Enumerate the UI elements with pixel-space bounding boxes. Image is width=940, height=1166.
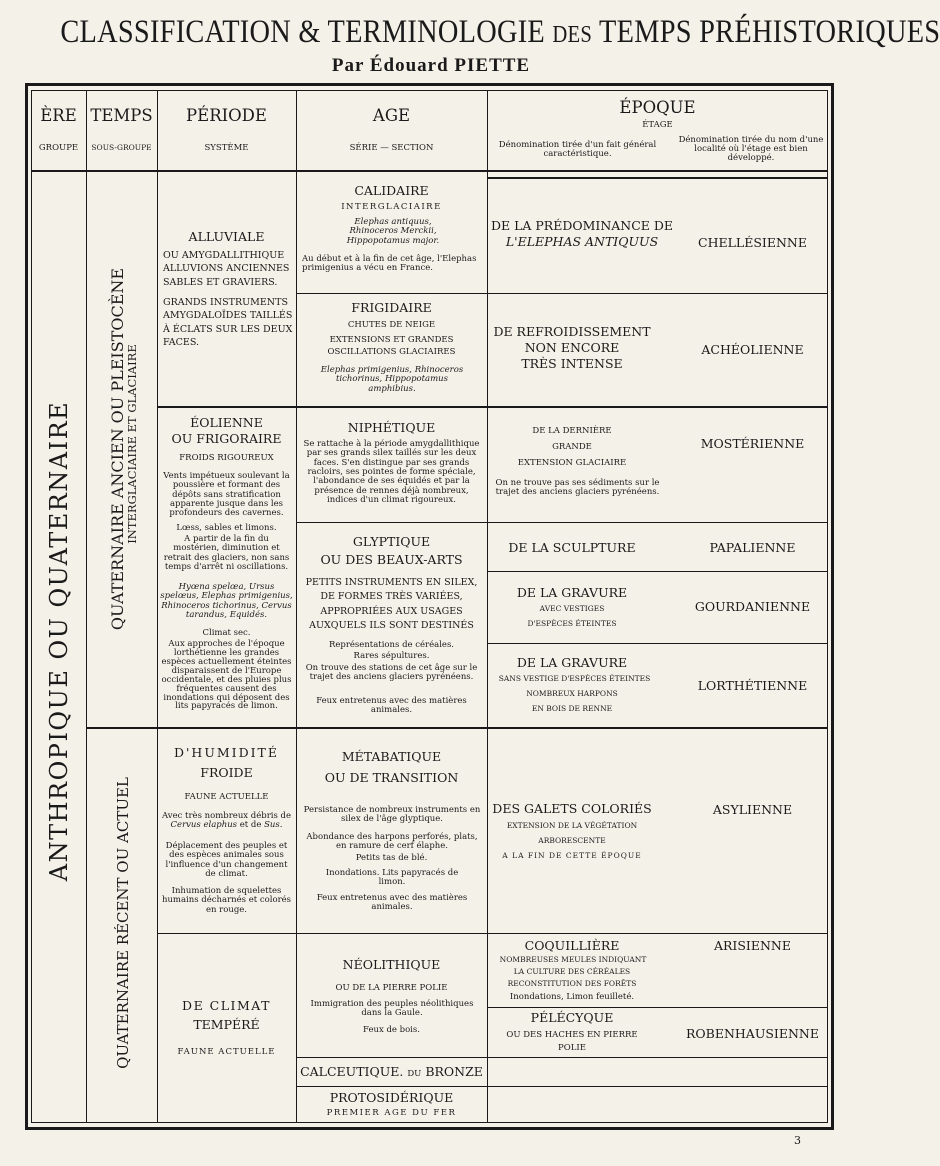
- etage-3: MOSTÉRIENNE: [700, 436, 805, 451]
- title-part-c: TEMPS PRÉHISTORIQUES: [599, 14, 940, 50]
- age-metabatique-p5: Feux entretenus avec des matières animales.: [316, 893, 468, 913]
- periode-eolienne-sub: FROIDS RIGOUREUX: [179, 453, 274, 463]
- epoque-6-a: DE LA GRAVURE: [516, 655, 628, 670]
- epoque-4-a: DE LA SCULPTURE: [508, 540, 636, 555]
- age-frigidaire-sub-2: EXTENSIONS ET GRANDES OSCILLATIONS GLACIAIRES: [327, 335, 456, 358]
- header-age: AGE: [372, 106, 411, 125]
- etage-2: ACHÉOLIENNE: [701, 342, 804, 357]
- periode-tempere-title-2: TEMPÉRÉ: [193, 1017, 260, 1032]
- periode-tempere-title-1: DE CLIMAT: [182, 998, 271, 1013]
- epoque-5-a: DE LA GRAVURE: [516, 585, 628, 600]
- temps-ancien-label: QUATERNAIRE ANCIEN OU PLEISTOCÈNE: [108, 267, 127, 631]
- epoque-2-a: DE REFROIDISSEMENT: [493, 324, 651, 339]
- epoque-5-b: AVEC VESTIGES: [539, 604, 605, 613]
- age-metabatique-p2: Abondance des harpons perforés, plats, en ramure de cerf élaphe.: [306, 832, 478, 852]
- periode-humidite-title-1: D'HUMIDITÉ: [173, 745, 280, 760]
- epoque-3-c: EXTENSION GLACIAIRE: [517, 458, 627, 468]
- page-title: [60, 14, 940, 51]
- periode-humidite-p1d: Sus.: [264, 820, 283, 831]
- divider: [86, 90, 87, 1123]
- etage-9: ROBENHAUSIENNE: [686, 1026, 819, 1041]
- divider: [31, 170, 828, 172]
- age-metabatique-p3: Petits tas de blé.: [355, 853, 428, 863]
- epoque-6-d: EN BOIS DE RENNE: [531, 704, 613, 713]
- periode-eolienne-p1: Vents impétueux soulevant la poussière et formant des dépôts sans stratification apparente jusque dans les profondeurs des cavernes.: [163, 471, 290, 519]
- age-calceutique-title: CALCEUTIQUE.: [300, 1064, 404, 1079]
- header-periode-sub: SYSTÈME: [204, 143, 249, 153]
- epoque-7-b: EXTENSION DE LA VÉGÉTATION: [506, 821, 638, 830]
- epoque-7-a: DES GALETS COLORIÉS: [492, 801, 652, 816]
- epoque-8-b: NOMBREUSES MEULES INDIQUANT: [499, 955, 647, 964]
- age-metabatique-p1: Persistance de nombreux instruments en silex de l'âge glyptique.: [303, 805, 481, 825]
- header-age-sub: SÉRIE — SECTION: [349, 143, 434, 153]
- divider: [296, 293, 487, 294]
- age-calidaire-note: Au début et à la fin de cet âge, l'Elephas primigenius a vécu en France.: [302, 254, 477, 274]
- age-neolithique-title: NÉOLITHIQUE: [342, 957, 441, 972]
- age-glyptique-title-2: OU DES BEAUX-ARTS: [320, 552, 463, 567]
- periode-alluviale-sub: OU AMYGDALLITHIQUE ALLUVIONS ANCIENNES SABLES ET GRAVIERS.: [163, 250, 290, 288]
- periode-eolienne-p4: Hyœna spelœa, Ursus spelœus, Elephas primigenius, Rhinoceros tichorinus, Cervus tarandus, Equidés.: [160, 582, 293, 621]
- epoque-3-note: On ne trouve pas ses sédiments sur le trajet des anciens glaciers pyrénéens.: [495, 478, 660, 498]
- age-calidaire-sub: INTERGLACIAIRE: [341, 202, 442, 212]
- age-glyptique-p2: Rares sépultures.: [353, 651, 430, 661]
- header-epoque-note-2: Dénomination tirée du nom d'une localité où l'étage est bien développé.: [678, 135, 824, 163]
- periode-humidite-p1b: Cervus elaphus: [170, 820, 238, 831]
- age-protohistorique-sub: PREMIER AGE DU FER: [326, 1108, 457, 1118]
- age-glyptique-caps: PETITS INSTRUMENTS EN SILEX, DE FORMES TRÈS VARIÉES, APPROPRIÉES AUX USAGES AUXQUELS ILS SONT DESTINÉS: [305, 577, 478, 631]
- periode-humidite-sub: FAUNE ACTUELLE: [184, 792, 269, 802]
- age-calidaire-title: CALIDAIRE: [354, 183, 429, 198]
- age-calceutique-title-2: BRONZE: [425, 1064, 483, 1079]
- divider: [296, 522, 828, 523]
- temps-ancien-sub: INTERGLACIAIRE ET GLACIAIRE: [125, 344, 139, 544]
- divider: [296, 1057, 828, 1058]
- periode-eolienne-title-1: ÉOLIENNE: [190, 415, 263, 430]
- periode-humidite-p2: Déplacement des peuples et des espèces animales sous l'influence d'un changement de climat.: [165, 841, 288, 880]
- age-frigidaire-sub-1: CHUTES DE NEIGE: [347, 320, 436, 330]
- divider: [157, 933, 828, 934]
- age-neolithique-p1: Immigration des peuples néolithiques dans la Gaule.: [310, 999, 474, 1019]
- periode-alluviale-title: ALLUVIALE: [188, 229, 265, 244]
- epoque-7-c: ARBORESCENTE: [538, 836, 606, 845]
- epoque-9-a: PÉLÉCYQUE: [530, 1010, 614, 1025]
- epoque-2-b: NON ENCORE: [524, 340, 620, 355]
- periode-eolienne-p6: Aux approches de l'époque lorthétienne les grandes espèces actuellement éteintes disparaissent de l'Europe occidentale, et des pluies plus fréquentes causent des inondations qui déposent des lits papyracés de limon.: [161, 639, 292, 712]
- periode-tempere-sub: FAUNE ACTUELLE: [177, 1047, 276, 1057]
- divider: [157, 90, 158, 1123]
- age-neolithique-sub: OU DE LA PIERRE POLIE: [335, 983, 448, 993]
- epoque-8-a: COQUILLIÈRE: [524, 938, 620, 953]
- periode-eolienne-title-2: OU FRIGORAIRE: [171, 431, 282, 446]
- age-metabatique-title-1: MÉTABATIQUE: [341, 749, 442, 764]
- divider: [487, 293, 828, 294]
- periode-humidite-p1a: Avec très nombreux débris de: [161, 811, 292, 821]
- age-protohistorique-title: PROTOSIDÉRIQUE: [329, 1090, 454, 1105]
- etage-4: PAPALIENNE: [709, 540, 796, 555]
- epoque-6-c: NOMBREUX HARPONS: [526, 689, 618, 698]
- periode-alluviale-text: GRANDS INSTRUMENTS AMYGDALOÏDES TAILLÉS À ÉCLATS SUR LES DEUX FACES.: [163, 297, 293, 348]
- divider: [86, 727, 828, 729]
- header-ere: ÈRE: [40, 106, 77, 125]
- age-neolithique-p2: Feux de bois.: [363, 1025, 420, 1035]
- age-frigidaire-title: FRIGIDAIRE: [351, 300, 432, 315]
- periode-eolienne-p3: A partir de la fin du mostérien, diminution et retrait des glaciers, non sans temps d'arrêt ni oscillations.: [163, 534, 290, 573]
- age-glyptique-p4: Feux entretenus avec des matières animales.: [316, 696, 467, 716]
- divider: [487, 643, 828, 644]
- etage-8: ARISIENNE: [713, 938, 791, 953]
- age-calidaire-species: Elephas antiquus, Rhinoceros Merckii, Hippopotamus major.: [346, 217, 440, 246]
- periode-humidite-p3: Inhumation de squelettes humains décharnés et colorés en rouge.: [161, 886, 292, 915]
- epoque-8-d: RECONSTITUTION DES FORÊTS: [507, 979, 637, 988]
- epoque-9-b: OU DES HACHES EN PIERRE: [506, 1030, 638, 1040]
- header-temps: TEMPS: [90, 106, 153, 125]
- periode-humidite-p1: [160, 812, 293, 831]
- title-part-a: CLASSIFICATION & TERMINOLOGIE: [60, 14, 546, 50]
- age-niphetique-title: NIPHÉTIQUE: [347, 420, 436, 435]
- epoque-8-e: Inondations, Limon feuilleté.: [509, 992, 635, 1002]
- header-temps-sub: SOUS-GROUPE: [91, 143, 152, 152]
- header-etage: ÉTAGE: [642, 120, 673, 130]
- epoque-8-c: LA CULTURE DES CÉRÉALES: [513, 967, 631, 976]
- divider: [296, 1086, 828, 1087]
- epoque-9-c: POLIE: [558, 1043, 586, 1053]
- etage-1: CHELLÉSIENNE: [698, 235, 807, 250]
- epoque-2-c: TRÈS INTENSE: [521, 356, 623, 371]
- header-epoque-note-1: Dénomination tirée d'un fait général caractéristique.: [498, 140, 657, 160]
- age-glyptique-p3: On trouve des stations de cet âge sur le trajet des anciens glaciers pyrénéens.: [305, 663, 478, 683]
- periode-eolienne-p2: Lœss, sables et limons.: [176, 523, 277, 533]
- page-number: 3: [794, 1134, 801, 1147]
- age-calceutique: [296, 1065, 487, 1080]
- age-metabatique-title-2: OU DE TRANSITION: [324, 770, 459, 785]
- age-niphetique-text: Se rattache à la période amygdallithique par ses grands silex taillés sur les deux faces. S'en distingue par ses grands racloirs, ses pointes de forme spéciale, l'abondance de ses équidés et par la présence de rennes déjà nombreux, indices d'un climat rigoureux.: [303, 439, 480, 506]
- title-part-b: DES: [552, 22, 593, 48]
- header-ere-sub: GROUPE: [38, 143, 79, 153]
- age-glyptique-title-1: GLYPTIQUE: [352, 534, 431, 549]
- author-line: Par Édouard PIETTE: [331, 55, 531, 76]
- divider: [487, 177, 828, 179]
- etage-5: GOURDANIENNE: [694, 599, 811, 614]
- divider: [487, 571, 828, 572]
- age-glyptique-p1: Représentations de céréales.: [328, 640, 455, 650]
- epoque-7-d: A LA FIN DE CETTE ÉPOQUE: [502, 851, 642, 860]
- epoque-6-b: SANS VESTIGE D'ESPÈCES ÉTEINTES: [498, 674, 651, 683]
- epoque-1-b: L'ELEPHAS ANTIQUUS: [505, 234, 659, 249]
- epoque-3-b: GRANDE: [552, 442, 592, 452]
- age-metabatique-p4: Inondations. Lits papyracés de limon.: [325, 868, 459, 888]
- periode-humidite-p1c: et de: [239, 820, 262, 831]
- divider: [487, 1007, 828, 1008]
- epoque-1-a: DE LA PRÉDOMINANCE DE: [490, 218, 674, 233]
- header-epoque: ÉPOQUE: [619, 98, 696, 117]
- etage-7: ASYLIENNE: [712, 802, 793, 817]
- etage-6: LORTHÉTIENNE: [697, 678, 808, 693]
- epoque-3-a: DE LA DERNIÈRE: [532, 426, 612, 436]
- periode-eolienne-p5: Climat sec.: [202, 628, 251, 638]
- periode-humidite-title-2: FROIDE: [200, 765, 253, 780]
- ere-label: ANTHROPIQUE OU QUATERNAIRE: [45, 400, 73, 882]
- epoque-5-c: D'ESPÈCES ÉTEINTES: [527, 619, 617, 628]
- divider: [157, 406, 828, 408]
- age-frigidaire-species: Elephas primigenius, Rhinoceros tichorinus, Hippopotamus amphibius.: [320, 365, 464, 394]
- temps-recent-label: QUATERNAIRE RÉCENT OU ACTUEL: [114, 777, 132, 1069]
- age-calceutique-small: DU: [407, 1069, 422, 1079]
- header-periode: PÉRIODE: [186, 106, 267, 125]
